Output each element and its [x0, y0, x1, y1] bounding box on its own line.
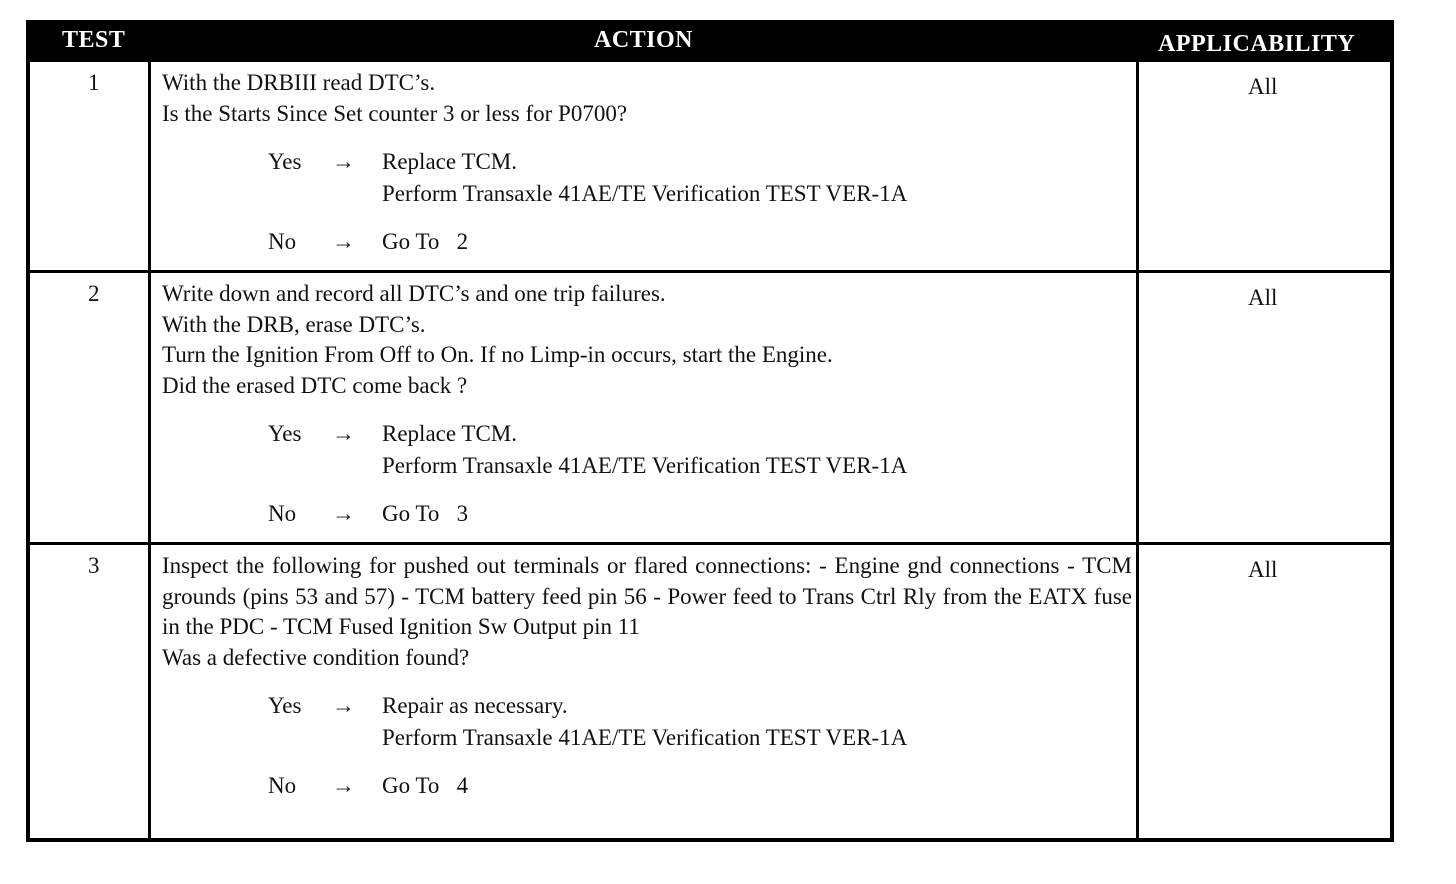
action-line: Is the Starts Since Set counter 3 or less for P0700? [162, 100, 628, 126]
yes-action: Repair as necessary. [382, 693, 568, 718]
action-line: Did the erased DTC come back ? [162, 372, 468, 398]
no-option [162, 227, 1132, 259]
no-action: Go To 4 [382, 773, 469, 798]
action-line: Turn the Ignition From Off to On. If no Limp-in occurs, start the Engine. [162, 342, 833, 367]
yes-option-continued [162, 451, 1132, 483]
yes-option [162, 691, 1132, 723]
yes-action: Perform Transaxle 41AE/TE Verification TEST VER-1A [382, 453, 908, 478]
applicability-value: All [1248, 285, 1278, 310]
action-cell [162, 68, 1132, 259]
action-cell [162, 551, 1132, 803]
yes-label: Yes [268, 421, 302, 446]
yes-action: Replace TCM. [382, 421, 517, 446]
diagnostic-test-table [26, 20, 1394, 842]
no-label: No [268, 229, 297, 254]
yes-action: Perform Transaxle 41AE/TE Verification TEST VER-1A [382, 725, 908, 750]
table-row [30, 545, 1390, 842]
test-number: 3 [88, 553, 100, 578]
table-header [30, 24, 1390, 62]
no-label: No [268, 501, 297, 526]
no-option [162, 771, 1132, 803]
no-action: Go To 2 [382, 229, 469, 254]
applicability-value: All [1248, 74, 1278, 99]
action-paragraph: Inspect the following for pushed out terminals or flared connections: - Engine gnd connections - TCM grounds (pins 53 and 57) - TCM battery feed pin 56 - Power feed to Trans Ctrl Rly from the EATX fuse in the PDC - TCM Fused Ignition Sw Output pin 11 [162, 553, 1132, 639]
applicability-value: All [1248, 557, 1278, 582]
no-action: Go To 3 [382, 501, 469, 526]
header-action: ACTION [594, 27, 694, 53]
yes-action: Perform Transaxle 41AE/TE Verification TEST VER-1A [382, 181, 908, 206]
table-row [30, 62, 1390, 270]
test-number: 2 [88, 281, 100, 306]
arrow-icon: → [332, 421, 355, 446]
action-line: With the DRB, erase DTC’s. [162, 311, 426, 337]
arrow-icon: → [332, 693, 355, 718]
yes-option [162, 147, 1132, 179]
yes-label: Yes [268, 149, 302, 174]
arrow-icon: → [332, 229, 355, 254]
yes-option [162, 419, 1132, 451]
header-test: TEST [62, 27, 126, 53]
action-line: With the DRBIII read DTC’s. [162, 70, 436, 95]
no-option [162, 499, 1132, 531]
table-row [30, 273, 1390, 542]
action-cell [162, 279, 1132, 531]
test-number: 1 [88, 70, 100, 95]
yes-option-continued [162, 179, 1132, 211]
yes-option-continued [162, 723, 1132, 755]
arrow-icon: → [332, 501, 355, 526]
no-label: No [268, 773, 297, 798]
action-line: Was a defective condition found? [162, 644, 470, 670]
yes-action: Replace TCM. [382, 149, 517, 174]
arrow-icon: → [332, 149, 355, 174]
arrow-icon: → [332, 773, 355, 798]
action-line: Write down and record all DTC’s and one trip failures. [162, 281, 666, 306]
yes-label: Yes [268, 693, 302, 718]
header-applicability: APPLICABILITY [1158, 31, 1356, 57]
